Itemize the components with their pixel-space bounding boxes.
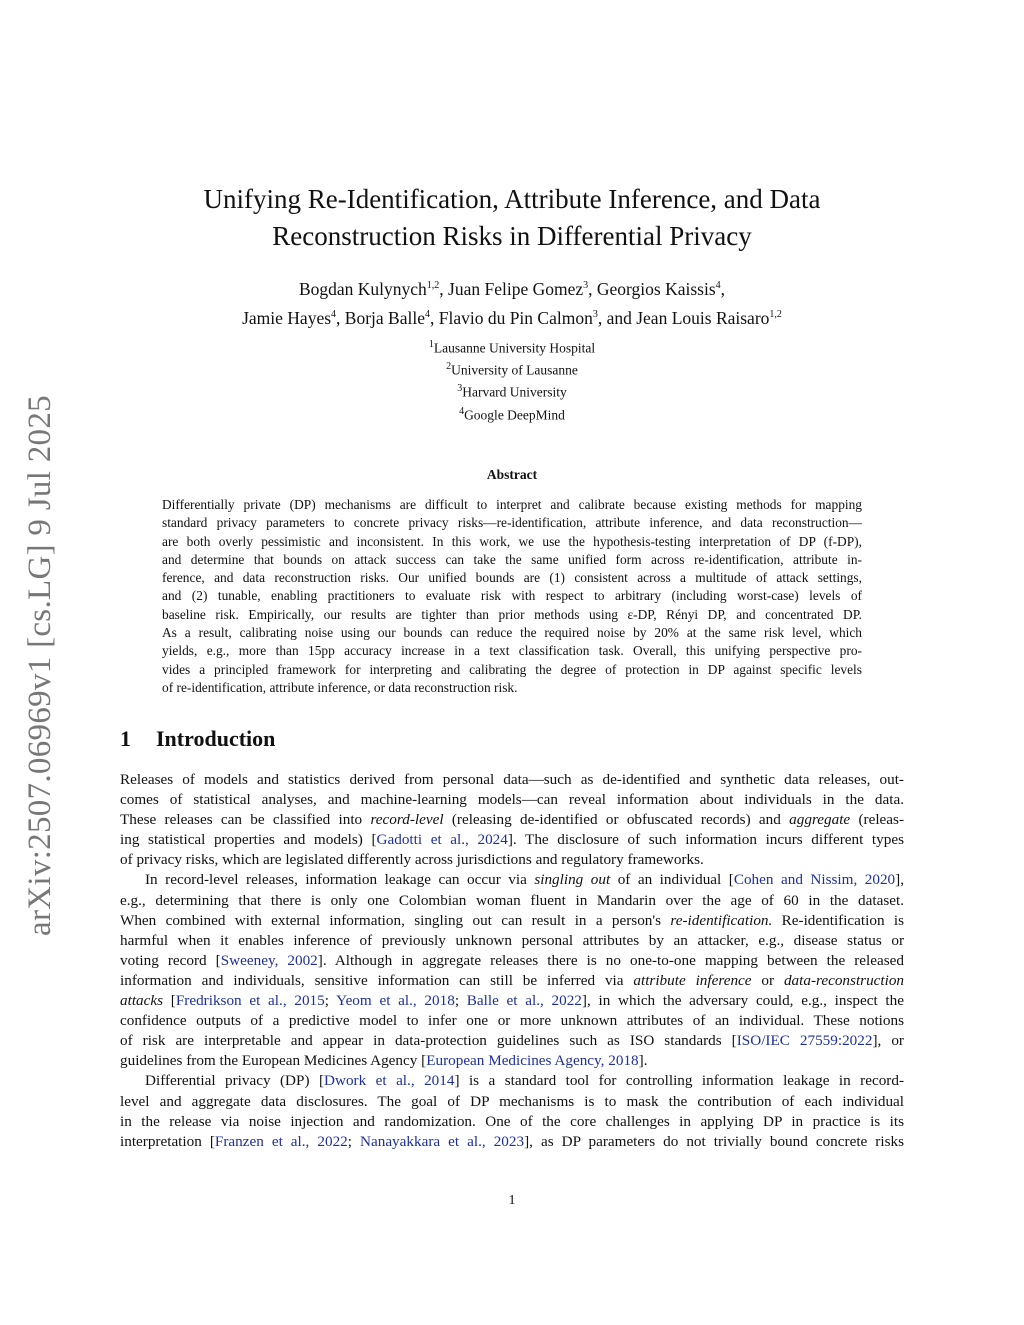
author-line-1: Bogdan Kulynych$^{1,2}$, Juan Felipe Gomez$^3$, Georgios Kaissis$^4$, — [298, 278, 726, 299]
citation-link[interactable]: Cohen and Nissim, 2020 — [733, 871, 896, 889]
author-affiliation-mark: 4 — [715, 280, 721, 291]
author-name: Jean Louis Raisaro — [636, 307, 770, 328]
emphasis: record-level — [370, 811, 444, 829]
citation-link[interactable]: Yeom et al., 2018 — [336, 992, 455, 1010]
emphasis: aggregate — [789, 811, 851, 829]
section-title: Introduction — [156, 726, 276, 751]
body-line: of risk are interpretable and appear in data-protection guidelines such as ISO standards [ISO/IEC 27559:2022], or — [120, 1032, 904, 1050]
emphasis: singling out — [534, 871, 611, 889]
body-line: ing statistical properties and models) [Gadotti et al., 2024]. The disclosure of such information incurs different types — [120, 831, 904, 849]
abstract-line: vides a principled framework for interpreting and calibrating the degree of protection in DP against specific levels — [162, 661, 862, 677]
body-line: information and individuals, sensitive information can still be inferred via attribute inference or data-reconstruction — [120, 971, 905, 989]
citation-link[interactable]: Nanayakkara et al., 2023 — [360, 1132, 525, 1150]
body-line: These releases can be classified into record-level (releasing de-identified or obfuscated records) and aggregate (releas- — [120, 811, 905, 829]
affiliation: $^4$Google DeepMind — [459, 405, 565, 423]
author-affiliation-mark: 1,2 — [769, 308, 782, 320]
emphasis: attacks — [120, 992, 164, 1010]
author-name: Jamie Hayes — [242, 307, 332, 328]
body-line: level and aggregate data disclosures. The goal of DP mechanisms is to mask the contribution of each individual — [120, 1092, 904, 1110]
citation-link[interactable]: Franzen et al., 2022 — [214, 1132, 348, 1150]
abstract-line: yields, e.g., more than 15pp accuracy increase in a text classification task. Overall, this unifying perspective pro- — [162, 643, 862, 659]
abstract-line: and (2) tunable, enabling practitioners to evaluate risk with respect to arbitrary (including worst-case) levels of — [162, 588, 862, 604]
citation-link[interactable]: Sweeney, 2002 — [220, 951, 318, 969]
abstract-line: Differentially private (DP) mechanisms are difficult to interpret and calibrate because existing methods for mapping — [162, 497, 862, 512]
emphasis: attribute inference — [633, 971, 752, 989]
abstract-line: standard privacy parameters to concrete privacy risks—re-identification, attribute inference, and data reconstruction— — [162, 515, 862, 531]
affiliation-list — [120, 336, 904, 425]
abstract-heading: Abstract — [486, 467, 538, 482]
body-line: In record-level releases, information leakage can occur via singling out of an individual [Cohen and Nissim, 2020], — [145, 871, 904, 889]
abstract-line: and determine that bounds on attack success can take the same unified form across re-identification, attribute in- — [162, 551, 862, 567]
author-name: Flavio du Pin Calmon — [438, 307, 593, 328]
body-line: of privacy risks, which are legislated differently across jurisdictions and regulatory frameworks. — [120, 851, 704, 869]
author-line-2: Jamie Hayes$^4$, Borja Balle$^4$, Flavio du Pin Calmon$^3$, and Jean Louis Raisaro$^{1,2}$ — [242, 307, 782, 328]
arxiv-identifier: arXiv:2507.06969v1 [cs.LG] 9 Jul 2025 — [21, 394, 58, 936]
body-line: harmful when it enables inference of previously unknown personal attributes by an attacker, e.g., disease status or — [120, 931, 904, 949]
author-name: Borja Balle — [344, 307, 425, 328]
page-number: 1 — [508, 1193, 516, 1208]
author-affiliation-mark: 3 — [592, 308, 598, 320]
abstract-line: baseline risk. Empirically, our results are tighter than prior methods using ε-DP, Rényi DP, and concentrated DP. — [162, 606, 862, 622]
abstract-line: ference, and data reconstruction risks. Our unified bounds are (1) consistent across a multitude of attack settings, — [162, 570, 862, 586]
author-affiliation-mark: 3 — [583, 280, 589, 291]
body-line: Releases of models and statistics derived from personal data—such as de-identified and synthetic data releases, out- — [120, 771, 904, 788]
author-affiliation-mark: 4 — [331, 308, 337, 320]
body-line: voting record [Sweeney, 2002]. Although in aggregate releases there is no one-to-one mapping between the released — [120, 951, 904, 969]
section-number: 1 — [120, 726, 131, 751]
title-line-2: Reconstruction Risks in Differential Privacy — [272, 221, 752, 251]
abstract-line: of re-identification, attribute inference, or data reconstruction risk. — [162, 679, 518, 695]
citation-link[interactable]: ISO/IEC 27559:2022 — [736, 1032, 873, 1050]
author-list — [120, 273, 904, 331]
abstract-body — [162, 496, 862, 697]
body-line: comes of statistical analyses, and machine-learning models—can reveal information about individuals in the data. — [120, 791, 904, 809]
affiliation: $^3$Harvard University — [457, 383, 567, 400]
body-line: guidelines from the European Medicines Agency [European Medicines Agency, 2018]. — [120, 1052, 648, 1070]
author-name: Georgios Kaissis — [596, 278, 716, 299]
citation-link[interactable]: European Medicines Agency, 2018 — [426, 1052, 639, 1070]
citation-link[interactable]: Gadotti et al., 2024 — [376, 831, 508, 849]
affiliation: $^2$University of Lausanne — [446, 361, 578, 378]
abstract-line: are both overly pessimistic and inconsistent. In this work, we use the hypothesis-testing interpretation of DP (f-DP), — [162, 533, 862, 549]
author-affiliation-mark: 4 — [424, 308, 430, 320]
paper-title — [120, 181, 904, 255]
body-line: e.g., determining that there is only one Colombian woman fluent in Mandarin over the age of 60 in the dataset. — [120, 891, 904, 909]
citation-link[interactable]: Dwork et al., 2014 — [324, 1072, 455, 1090]
arxiv-identifier-container — [10, 385, 70, 945]
title-line-1: Unifying Re-Identification, Attribute Inference, and Data — [203, 184, 821, 214]
section-heading-introduction — [120, 726, 275, 752]
citation-link[interactable]: Balle et al., 2022 — [466, 992, 582, 1010]
body-line: confidence outputs of a predictive model to infer one or more unknown attributes of an individual. These notions — [120, 1012, 904, 1030]
body-line: attacks [Fredrikson et al., 2015; Yeom et al., 2018; Balle et al., 2022], in which the adversary could, e.g., inspect the — [120, 992, 904, 1010]
body-line: When combined with external information, singling out can result in a person's re-identification. Re-identification is — [120, 911, 905, 929]
author-name: Juan Felipe Gomez — [448, 278, 584, 299]
body-line: in the release via noise injection and randomization. One of the core challenges in applying DP in practice is its — [120, 1112, 904, 1130]
emphasis: re-identification. — [670, 911, 773, 929]
affiliation: $^1$Lausanne University Hospital — [428, 339, 596, 356]
introduction-body — [120, 770, 904, 1152]
author-affiliation-mark: 1,2 — [426, 280, 440, 291]
body-line: Differential privacy (DP) [Dwork et al., 2014] is a standard tool for controlling information leakage in record- — [145, 1072, 904, 1090]
citation-link[interactable]: Fredrikson et al., 2015 — [175, 992, 325, 1010]
abstract-line: As a result, calibrating noise using our bounds can reduce the required noise by 20% at the same risk level, which — [162, 625, 862, 641]
author-name: Bogdan Kulynych — [298, 278, 427, 299]
body-line: interpretation [Franzen et al., 2022; Nanayakkara et al., 2023], as DP parameters do not trivially bound concrete risks — [120, 1132, 904, 1150]
emphasis: data-reconstruction — [783, 971, 905, 989]
